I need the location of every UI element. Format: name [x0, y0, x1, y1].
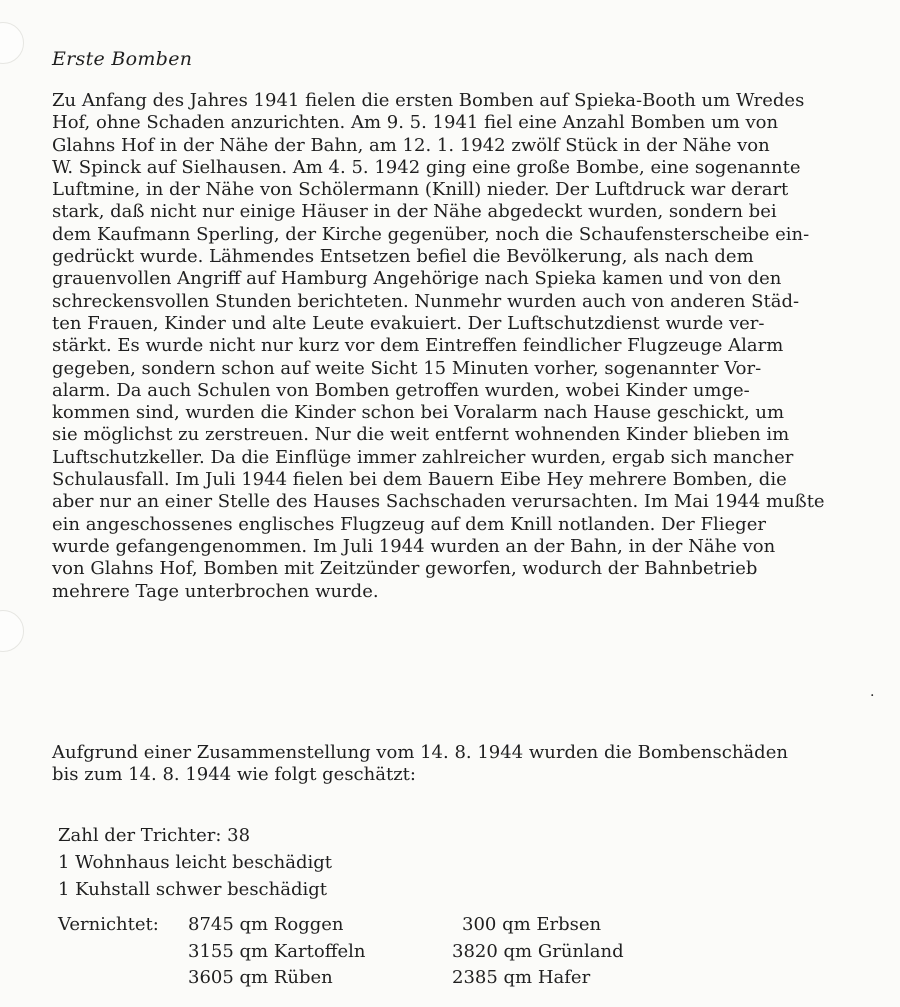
text-line: schreckensvollen Stunden berichteten. Nunmehr wurden auch von anderen Städ-: [52, 290, 800, 312]
text-line: aber nur an einer Stelle des Hauses Sachschaden verursachten. Im Mai 1944 mußte: [52, 491, 825, 513]
text-line: von Glahns Hof, Bomben mit Zeitzünder geworfen, wodurch der Bahnbetrieb: [52, 558, 758, 580]
text-line: alarm. Da auch Schulen von Bomben getroffen wurden, wobei Kinder umge-: [52, 379, 750, 401]
text-line: Hof, ohne Schaden anzurichten. Am 9. 5. 1941 fiel eine Anzahl Bomben um von: [52, 112, 779, 134]
crop-entry: 8745 qm Roggen: [188, 914, 344, 935]
text-line: stärkt. Es wurde nicht nur kurz vor dem Eintreffen feindlicher Flugzeuge Alarm: [52, 335, 784, 357]
text-line: stark, daß nicht nur einige Häuser in der Nähe abgedeckt wurden, sondern bei: [52, 201, 777, 223]
text-line: sie möglichst zu zerstreuen. Nur die weit entfernt wohnenden Kinder blieben im: [52, 424, 790, 446]
punch-hole-top: [0, 22, 24, 64]
body-paragraph-2: [52, 742, 862, 787]
text-line: mehrere Tage unterbrochen wurde.: [52, 580, 379, 602]
crop-entry: 2385 qm Hafer: [452, 967, 591, 988]
body-paragraph-1: [52, 90, 862, 603]
text-line: wurde gefangengenommen. Im Juli 1944 wurden an der Bahn, in der Nähe von: [52, 535, 776, 557]
text-line: Zu Anfang des Jahres 1941 fielen die ersten Bomben auf Spieka-Booth um Wredes: [52, 90, 805, 111]
text-line: gegeben, sondern schon auf weite Sicht 15 Minuten vorher, sogenannter Vor-: [52, 357, 762, 379]
text-line: ein angeschossenes englisches Flugzeug auf dem Knill notlanden. Der Flieger: [52, 513, 766, 535]
destroyed-column-left: [188, 912, 426, 992]
text-line: ten Frauen, Kinder und alte Leute evakuiert. Der Luftschutzdienst wurde ver-: [52, 312, 765, 334]
crop-entry: 3605 qm Rüben: [188, 967, 333, 988]
text-line: grauenvollen Angriff auf Hamburg Angehörige nach Spieka kamen und von den: [52, 268, 782, 290]
destroyed-label: Vernichtet:: [58, 914, 159, 935]
destroyed-column-right: [452, 912, 652, 992]
text-line: W. Spinck auf Sielhausen. Am 4. 5. 1942 ging eine große Bombe, eine sogenannte: [52, 156, 801, 178]
text-line: Aufgrund einer Zusammenstellung vom 14. 8. 1944 wurden die Bombenschäden: [52, 742, 788, 763]
crop-entry: 3820 qm Grünland: [452, 940, 624, 962]
crop-entry: 300 qm Erbsen: [462, 914, 602, 935]
punch-hole-middle: [0, 610, 24, 652]
text-line: Schulausfall. Im Juli 1944 fielen bei dem Bauern Eibe Hey mehrere Bomben, die: [52, 469, 787, 491]
text-line: kommen sind, wurden die Kinder schon bei Voralarm nach Hause geschickt, um: [52, 402, 785, 424]
text-line: gedrückt wurde. Lähmendes Entsetzen befiel die Bevölkerung, als nach dem: [52, 246, 754, 268]
crater-count: Zahl der Trichter: 38: [58, 825, 251, 846]
section-heading: Erste Bomben: [52, 48, 193, 70]
text-line: bis zum 14. 8. 1944 wie folgt geschätzt:: [52, 764, 416, 786]
damage-stats-list: [58, 822, 332, 903]
stray-mark: .: [870, 684, 875, 700]
house-damage: 1 Wohnhaus leicht beschädigt: [58, 852, 332, 873]
text-line: Luftmine, in der Nähe von Schölermann (Knill) nieder. Der Luftdruck war derart: [52, 179, 789, 201]
text-line: Luftschutzkeller. Da die Einflüge immer zahlreicher wurden, ergab sich mancher: [52, 446, 794, 468]
crop-entry: 3155 qm Kartoffeln: [188, 940, 366, 962]
text-line: Glahns Hof in der Nähe der Bahn, am 12. 1. 1942 zwölf Stück in der Nähe von: [52, 134, 770, 156]
barn-damage: 1 Kuhstall schwer beschädigt: [58, 879, 327, 900]
text-line: dem Kaufmann Sperling, der Kirche gegenüber, noch die Schaufensterscheibe ein-: [52, 223, 810, 245]
